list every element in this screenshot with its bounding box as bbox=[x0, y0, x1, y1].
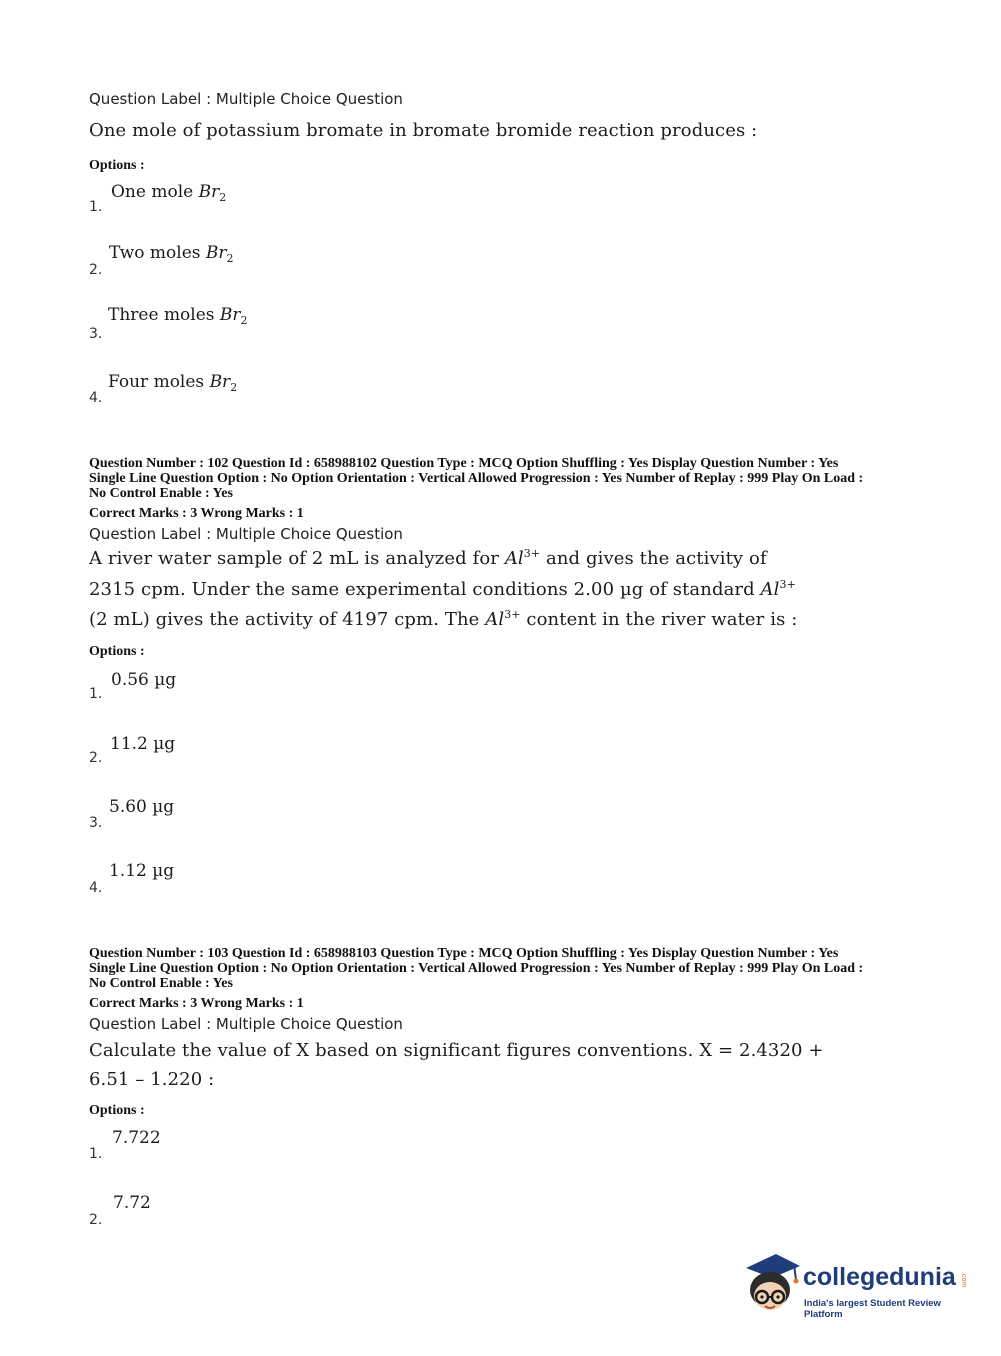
option-number: 1. bbox=[89, 1146, 103, 1162]
option-text[interactable]: 7.722 bbox=[112, 1128, 161, 1148]
chemical-symbol: Br bbox=[198, 182, 220, 202]
options-title: Options : bbox=[89, 158, 145, 173]
option-number: 4. bbox=[89, 390, 103, 406]
ion-charge: 3+ bbox=[504, 608, 521, 621]
ion-charge: 3+ bbox=[523, 547, 541, 560]
option-number: 3. bbox=[89, 326, 103, 342]
options-title: Options : bbox=[89, 1103, 145, 1118]
question-meta: No Control Enable : Yes bbox=[89, 976, 233, 991]
option-label: Three moles bbox=[108, 305, 220, 325]
option-number: 1. bbox=[89, 199, 103, 215]
question-text: One mole of potassium bromate in bromate bromide reaction produces : bbox=[89, 120, 758, 141]
logo-wordmark: collegedunia bbox=[803, 1263, 956, 1291]
option-number: 3. bbox=[89, 815, 103, 831]
chemical-symbol: Br bbox=[219, 305, 241, 325]
option-text[interactable] bbox=[108, 372, 237, 392]
option-text[interactable] bbox=[108, 305, 248, 325]
ion-symbol: Al bbox=[485, 609, 505, 630]
option-text[interactable]: 0.56 µg bbox=[111, 670, 177, 690]
option-number: 2. bbox=[89, 262, 103, 278]
option-text[interactable]: 7.72 bbox=[113, 1193, 151, 1213]
question-meta: No Control Enable : Yes bbox=[89, 486, 233, 501]
ion-symbol: Al bbox=[760, 579, 780, 600]
option-label: One mole bbox=[111, 182, 199, 202]
question-meta: Single Line Question Option : No Option Orientation : Vertical Allowed Progression : Yes Number of Replay : 999 Play On Load : bbox=[89, 961, 864, 976]
question-meta: Question Number : 103 Question Id : 658988103 Question Type : MCQ Option Shuffling : Yes Display Question Number : Yes bbox=[89, 946, 839, 961]
question-text-line: 6.51 – 1.220 : bbox=[89, 1069, 215, 1090]
option-label: Four moles bbox=[108, 372, 210, 392]
ion-charge: 3+ bbox=[779, 578, 796, 591]
question-meta: Question Number : 102 Question Id : 658988102 Question Type : MCQ Option Shuffling : Yes Display Question Number : Yes bbox=[89, 456, 839, 471]
question-marks: Correct Marks : 3 Wrong Marks : 1 bbox=[89, 506, 304, 521]
question-label: Question Label : Multiple Choice Question bbox=[89, 90, 403, 108]
text-segment: content in the river water is : bbox=[520, 609, 798, 630]
chemical-subscript: 2 bbox=[219, 191, 227, 204]
text-segment: 2315 cpm. Under the same experimental conditions 2.00 µg of standard bbox=[89, 579, 761, 600]
chemical-symbol: Br bbox=[209, 372, 231, 392]
option-label: Two moles bbox=[109, 243, 206, 263]
question-text-line bbox=[89, 579, 796, 600]
option-text[interactable]: 5.60 µg bbox=[109, 797, 175, 817]
chemical-subscript: 2 bbox=[226, 252, 234, 265]
question-marks: Correct Marks : 3 Wrong Marks : 1 bbox=[89, 996, 304, 1011]
logo-tagline: India's largest Student Review Platform bbox=[804, 1298, 941, 1320]
chemical-subscript: 2 bbox=[230, 381, 238, 394]
question-text-line bbox=[89, 609, 797, 630]
options-title: Options : bbox=[89, 644, 145, 659]
collegedunia-logo bbox=[742, 1250, 972, 1320]
logo-suffix: .com bbox=[960, 1272, 967, 1288]
option-text[interactable] bbox=[111, 182, 226, 202]
option-number: 2. bbox=[89, 750, 103, 766]
option-text[interactable] bbox=[109, 243, 234, 263]
option-text[interactable]: 1.12 µg bbox=[109, 861, 175, 881]
option-number: 2. bbox=[89, 1212, 103, 1228]
question-text-line: Calculate the value of X based on significant figures conventions. X = 2.4320 + bbox=[89, 1040, 824, 1061]
question-label: Question Label : Multiple Choice Question bbox=[89, 1015, 403, 1033]
mascot-icon bbox=[742, 1250, 802, 1320]
option-text[interactable]: 11.2 µg bbox=[110, 734, 176, 754]
text-segment: (2 mL) gives the activity of 4197 cpm. The bbox=[89, 609, 486, 630]
text-segment: A river water sample of 2 mL is analyzed for bbox=[89, 548, 505, 569]
question-label: Question Label : Multiple Choice Question bbox=[89, 525, 403, 543]
option-number: 4. bbox=[89, 880, 103, 896]
option-number: 1. bbox=[89, 686, 103, 702]
question-meta: Single Line Question Option : No Option Orientation : Vertical Allowed Progression : Yes Number of Replay : 999 Play On Load : bbox=[89, 471, 864, 486]
chemical-symbol: Br bbox=[205, 243, 227, 263]
ion-symbol: Al bbox=[504, 548, 524, 569]
text-segment: and gives the activity of bbox=[540, 548, 767, 569]
question-text-line bbox=[89, 548, 767, 569]
chemical-subscript: 2 bbox=[240, 314, 248, 327]
